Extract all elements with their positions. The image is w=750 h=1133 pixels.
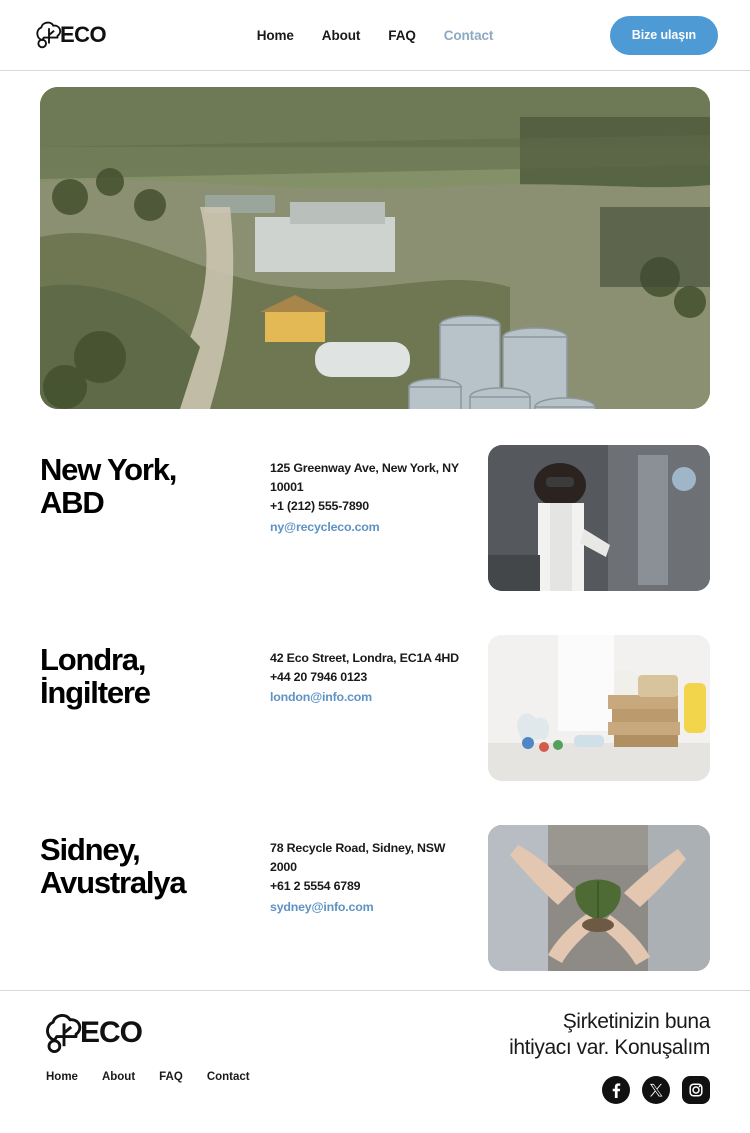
location-title-line1: Londra, [40, 642, 146, 677]
footer-right [509, 1009, 710, 1133]
nav-item-about[interactable]: About [321, 27, 361, 43]
hero-image [40, 87, 710, 409]
location-phone: +44 20 7946 0123 [270, 670, 368, 685]
hero-section [0, 71, 750, 409]
locations-section [0, 409, 750, 1015]
location-info-sidney [270, 825, 470, 917]
facebook-icon[interactable] [602, 1076, 630, 1104]
nav-item-home[interactable]: Home [256, 27, 294, 43]
location-title-line1: Sidney, [40, 832, 140, 867]
location-address: 125 Greenway Ave, New York, NY 10001 [270, 461, 459, 495]
location-title-line1: New York, [40, 452, 177, 487]
main-nav [257, 28, 494, 43]
location-phone: +61 2 5554 6789 [270, 879, 361, 894]
brand-name: ECO [60, 22, 107, 47]
location-email[interactable]: london@info.com [270, 690, 372, 705]
location-info-london [270, 635, 470, 708]
location-title-line2: ABD [40, 485, 104, 521]
nav-item-faq[interactable]: FAQ [388, 27, 416, 43]
location-info-new-york [270, 445, 470, 537]
footer-brand-name: ECO [80, 1016, 143, 1049]
site-footer [0, 990, 750, 1133]
social-links [602, 1076, 710, 1104]
site-header [0, 0, 750, 71]
footer-brand-logo[interactable] [40, 1009, 250, 1057]
brand-logo[interactable] [32, 18, 232, 52]
location-image-sidney [488, 825, 710, 971]
footer-nav-item-contact[interactable]: Contact [206, 1071, 250, 1083]
contact-cta-button[interactable]: Bize ulaşın [610, 16, 718, 55]
footer-left [40, 1009, 250, 1133]
location-image-london [488, 635, 710, 781]
location-title-sidney [40, 825, 270, 900]
x-twitter-icon[interactable] [642, 1076, 670, 1104]
location-email[interactable]: ny@recycleco.com [270, 519, 380, 534]
location-phone: +1 (212) 555-7890 [270, 499, 369, 514]
location-image-new-york [488, 445, 710, 591]
location-title-new-york [40, 445, 270, 520]
nav-item-contact[interactable]: Contact [443, 27, 494, 43]
footer-nav-item-about[interactable]: About [101, 1071, 136, 1083]
location-row-london [40, 635, 710, 825]
location-address: 78 Recycle Road, Sidney, NSW 2000 [270, 841, 446, 875]
footer-nav-item-home[interactable]: Home [46, 1071, 78, 1083]
location-address: 42 Eco Street, Londra, EC1A 4HD [270, 651, 459, 665]
location-row-new-york [40, 445, 710, 635]
footer-tagline-line2: ihtiyacı var. Konuşalım [509, 1036, 710, 1060]
footer-tagline-line1: Şirketinizin buna [562, 1010, 710, 1033]
location-title-line2: İngiltere [40, 675, 150, 711]
location-title-line2: Avustralya [40, 865, 186, 901]
location-row-sidney [40, 825, 710, 1015]
location-email[interactable]: sydney@info.com [270, 899, 374, 914]
location-title-london [40, 635, 270, 710]
footer-tagline [509, 1009, 710, 1062]
footer-nav-item-faq[interactable]: FAQ [159, 1071, 183, 1083]
instagram-icon[interactable] [682, 1076, 710, 1104]
footer-nav [46, 1071, 250, 1083]
